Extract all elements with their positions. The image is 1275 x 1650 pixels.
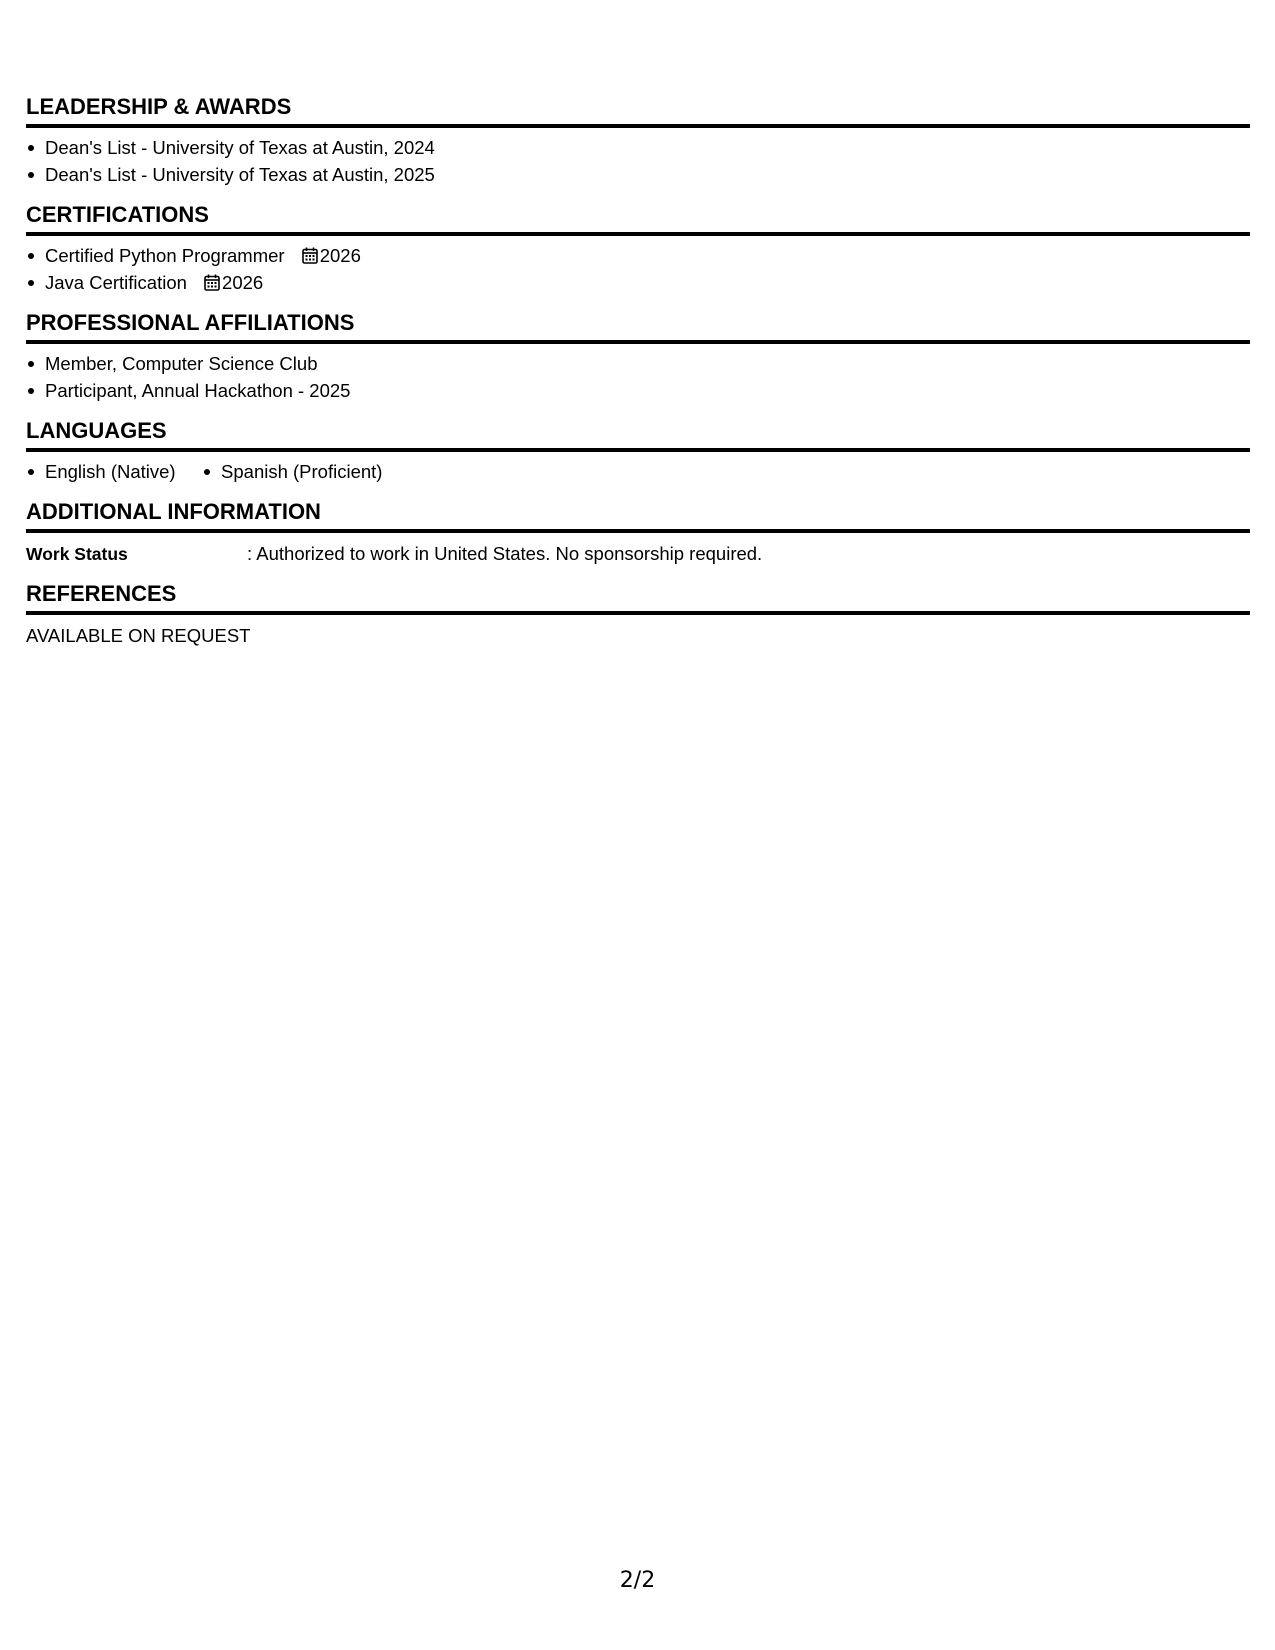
list-item: Spanish (Proficient) [202,458,382,485]
references-text: AVAILABLE ON REQUEST [26,625,251,646]
list-item [26,269,1250,296]
certification-name: Java Certification [45,272,187,293]
references-section [26,581,1250,649]
list-item: Participant, Annual Hackathon - 2025 [26,377,1250,404]
certification-name: Certified Python Programmer [45,245,285,266]
list-item: Dean's List - University of Texas at Austin, 2024 [26,134,1250,161]
work-status-value: : Authorized to work in United States. No sponsorship required. [247,543,763,564]
references-title: REFERENCES [26,581,1250,615]
languages-list [26,458,1250,485]
work-status-row [26,541,1250,567]
list-item: Dean's List - University of Texas at Austin, 2025 [26,161,1250,188]
certifications-section [26,202,1250,296]
languages-title: LANGUAGES [26,418,1250,452]
calendar-icon [204,271,220,298]
certification-year: 2026 [319,245,361,266]
certifications-list [26,242,1250,296]
affiliations-section [26,310,1250,404]
list-item: Member, Computer Science Club [26,350,1250,377]
certification-year: 2026 [222,272,264,293]
additional-section [26,499,1250,567]
leadership-list [26,134,1250,188]
list-item [26,242,1250,269]
certifications-title: CERTIFICATIONS [26,202,1250,236]
resume-page [26,94,1250,663]
affiliations-list [26,350,1250,404]
page-number: 2/2 [619,1568,656,1593]
work-status-label: Work Status [26,544,128,564]
leadership-title: LEADERSHIP & AWARDS [26,94,1250,128]
languages-section [26,418,1250,485]
affiliations-title: PROFESSIONAL AFFILIATIONS [26,310,1250,344]
leadership-section [26,94,1250,188]
list-item: English (Native) [26,458,176,485]
calendar-icon [302,244,318,271]
additional-title: ADDITIONAL INFORMATION [26,499,1250,533]
